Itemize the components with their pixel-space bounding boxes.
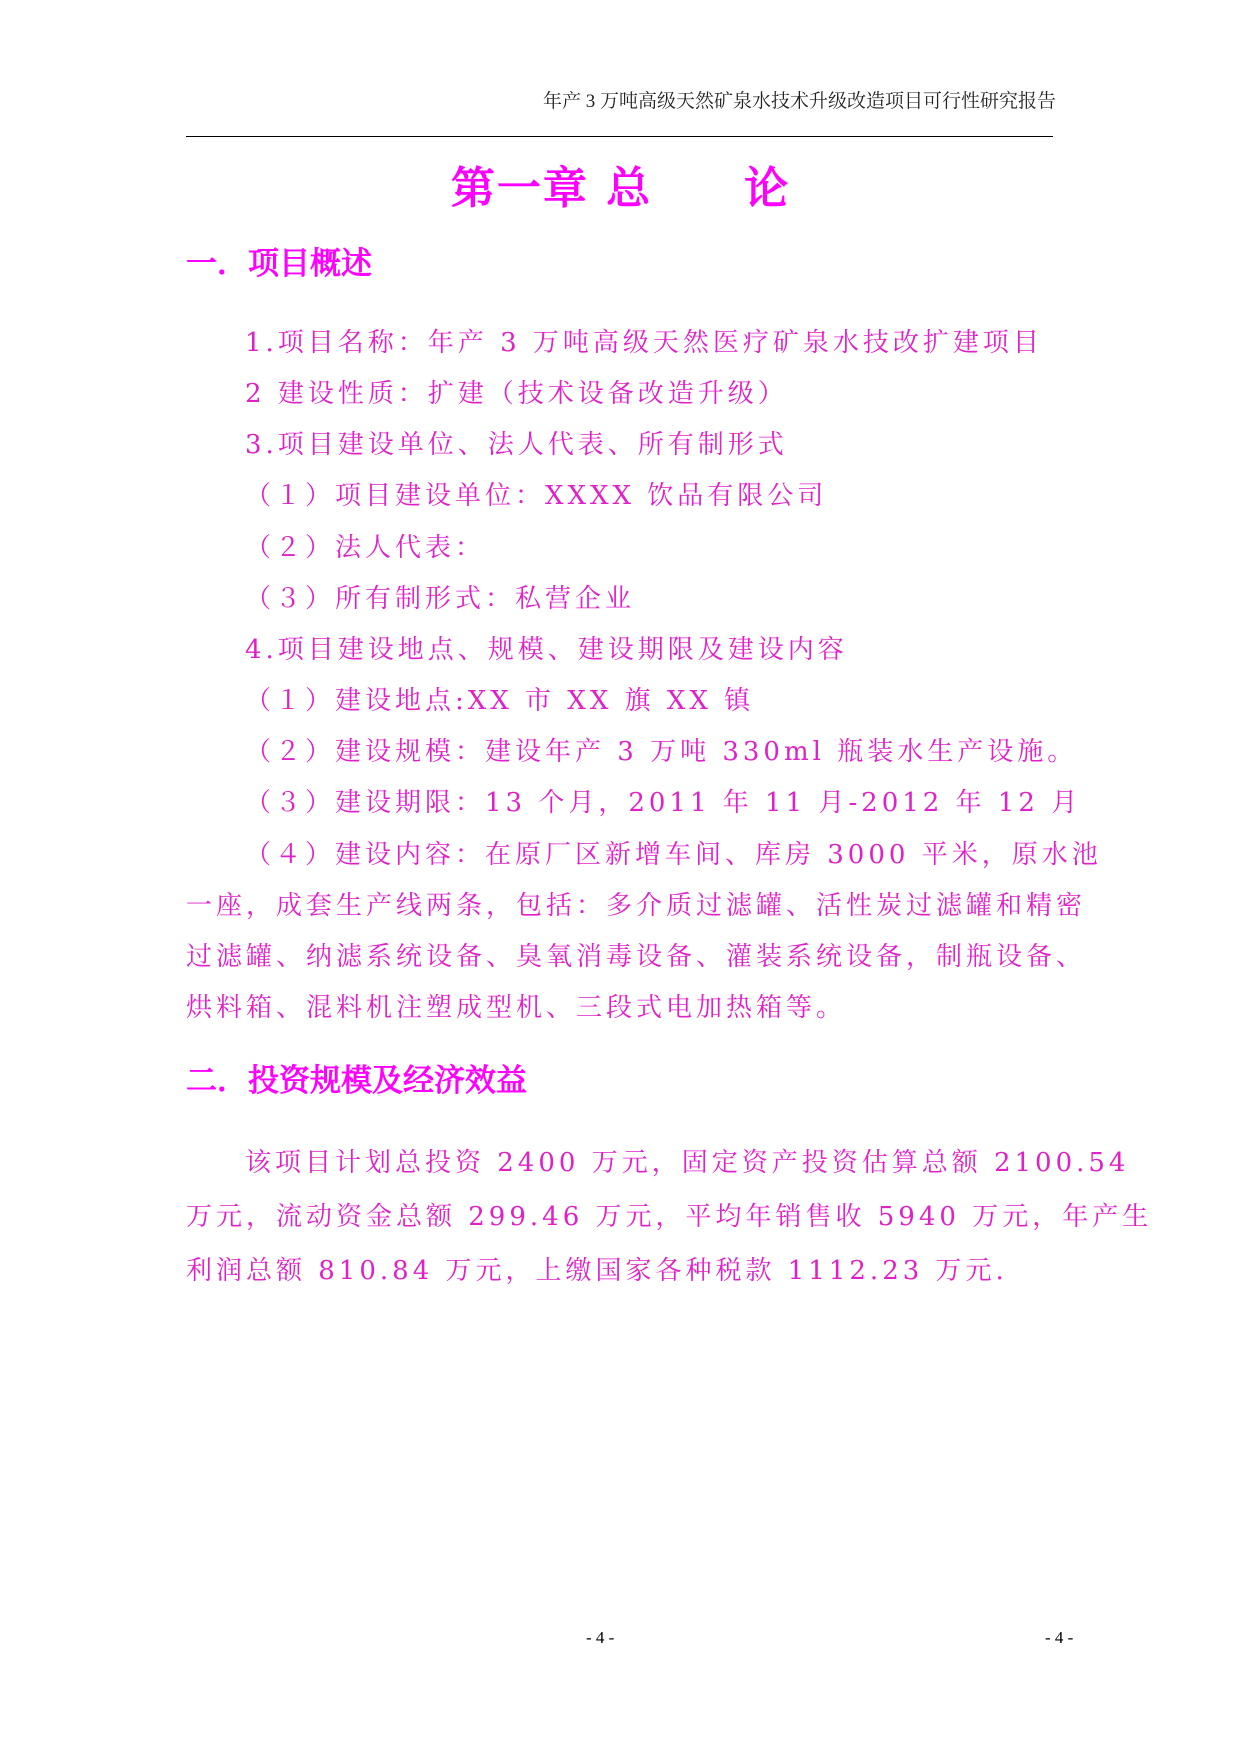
body-line: （４）建设内容：在原厂区新增车间、库房 3000 平米，原水池 — [245, 840, 1102, 870]
body-line: 2 建设性质：扩建（技术设备改造升级） — [245, 379, 788, 409]
body-line: （２）法人代表： — [245, 533, 486, 563]
chapter-title: 第一章 总 论 — [450, 163, 791, 214]
page-number-center: - 4 - — [586, 1628, 615, 1647]
body-line: 一座，成套生产线两条，包括：多介质过滤罐、活性炭过滤罐和精密 — [186, 891, 1087, 921]
body-line: （３）所有制形式：私营企业 — [245, 584, 636, 614]
body-line: 万元，流动资金总额 299.46 万元，平均年销售收 5940 万元，年产生 — [186, 1202, 1153, 1232]
body-line: 烘料箱、混料机注塑成型机、三段式电加热箱等。 — [186, 993, 847, 1023]
running-header: 年产 3 万吨高级天然矿泉水技术升级改造项目可行性研究报告 — [542, 91, 1056, 112]
body-line: 3.项目建设单位、法人代表、所有制形式 — [245, 430, 788, 460]
body-line: 过滤罐、纳滤系统设备、臭氧消毒设备、灌装系统设备，制瓶设备、 — [186, 942, 1087, 972]
body-line: 利润总额 810.84 万元，上缴国家各种税款 1112.23 万元. — [186, 1256, 1008, 1286]
header-rule — [186, 136, 1053, 137]
body-line: （１）项目建设单位：XXXX 饮品有限公司 — [245, 481, 828, 511]
body-line: （３）建设期限：13 个月，2011 年 11 月-2012 年 12 月 — [245, 788, 1082, 818]
body-line: 1.项目名称：年产 3 万吨高级天然医疗矿泉水技改扩建项目 — [245, 328, 1043, 358]
section-heading-overview: 一．项目概述 — [186, 246, 372, 282]
section-heading-investment: 二．投资规模及经济效益 — [186, 1063, 527, 1099]
body-line: （１）建设地点:XX 市 XX 旗 XX 镇 — [245, 686, 755, 716]
body-line: 该项目计划总投资 2400 万元，固定资产投资估算总额 2100.54 — [245, 1148, 1130, 1178]
body-line: （２）建设规模：建设年产 3 万吨 330ml 瓶装水生产设施。 — [245, 737, 1078, 767]
body-line: 4.项目建设地点、规模、建设期限及建设内容 — [245, 635, 848, 665]
page-number-right: - 4 - — [1045, 1628, 1074, 1647]
